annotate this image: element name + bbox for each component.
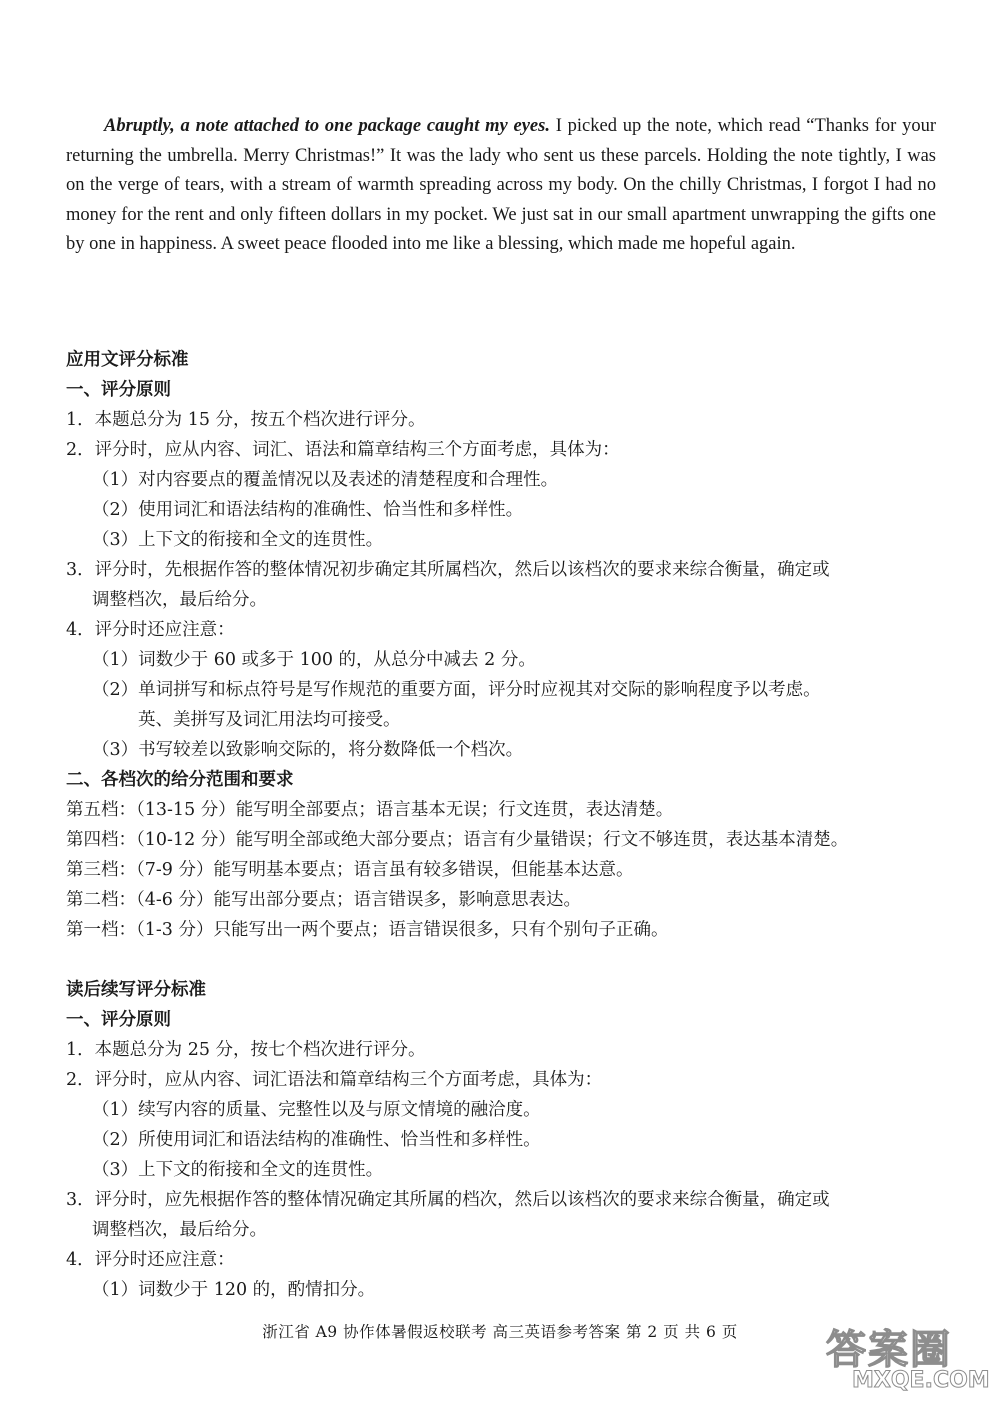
grade-2: 第二档：（4-6 分）能写出部分要点；语言错误多，影响意思表达。 <box>66 890 581 910</box>
item-4: 4．评分时还应注意： <box>66 1250 235 1270</box>
section-applied-writing <box>66 345 946 945</box>
page-footer: 浙江省 A9 协作体暑假返校联考 高三英语参考答案 第 2 页 共 6 页 <box>262 1323 738 1341</box>
watermark-url: MXQE.COM <box>852 1368 990 1393</box>
essay-body: I picked up the note, which read “Thanks for your returning the umbrella. Merry Christmas!” It was the lady who sent us these parcels. Holding the note tightly, I was on the verge of tears, with a stream of warmth spreading across my body. On the chilly Christmas, I forgot I had no money for the rent and only fifteen dollars in my pocket. We just sat in our small apartment unwrapping the gifts one by one in happiness. A sweet peace flooded into me like a blessing, which made me hopeful again. <box>66 116 936 255</box>
grade-5: 第五档：（13-15 分）能写明全部要点；语言基本无误；行文连贯，表达清楚。 <box>66 800 674 820</box>
item-1: 1．本题总分为 15 分，按五个档次进行评分。 <box>66 410 426 430</box>
essay-lead-sentence: Abruptly, a note attached to one package caught my eyes. <box>104 116 550 136</box>
heading-principles: 一、评分原则 <box>66 380 171 400</box>
item-3: 3．评分时，应先根据作答的整体情况确定其所属的档次，然后以该档次的要求来综合衡量，确定或 <box>66 1190 830 1210</box>
grade-3: 第三档：（7-9 分）能写明基本要点；语言虽有较多错误，但能基本达意。 <box>66 860 634 880</box>
item-2-1: （1）对内容要点的覆盖情况以及表述的清楚程度和合理性。 <box>92 470 559 490</box>
section-title: 应用文评分标准 <box>66 350 189 370</box>
item-2-1: （1）续写内容的质量、完整性以及与原文情境的融洽度。 <box>92 1100 541 1120</box>
item-4-1: （1）词数少于 120 的，酌情扣分。 <box>92 1280 376 1300</box>
item-4-1: （1）词数少于 60 或多于 100 的，从总分中减去 2 分。 <box>92 650 536 670</box>
item-2: 2．评分时，应从内容、词汇语法和篇章结构三个方面考虑，具体为： <box>66 1070 603 1090</box>
item-2-3: （3）上下文的衔接和全文的连贯性。 <box>92 1160 384 1180</box>
watermark-text: 答案圈 <box>826 1327 952 1373</box>
watermark-logo <box>826 1318 990 1398</box>
item-4: 4．评分时还应注意： <box>66 620 235 640</box>
grade-4: 第四档：（10-12 分）能写明全部或绝大部分要点；语言有少量错误；行文不够连贯，表达基本清楚。 <box>66 830 849 850</box>
item-2-3: （3）上下文的衔接和全文的连贯性。 <box>92 530 384 550</box>
item-2-2: （2）使用词汇和语法结构的准确性、恰当性和多样性。 <box>92 500 524 520</box>
item-4-2: （2）单词拼写和标点符号是写作规范的重要方面，评分时应视其对交际的影响程度予以考虑。 <box>92 680 821 700</box>
heading-grade-ranges: 二、各档次的给分范围和要求 <box>66 770 294 790</box>
item-3: 3．评分时，先根据作答的整体情况初步确定其所属档次，然后以该档次的要求来综合衡量，确定或 <box>66 560 830 580</box>
essay-paragraph <box>66 112 936 260</box>
item-4-3: （3）书写较差以致影响交际的，将分数降低一个档次。 <box>92 740 524 760</box>
item-2-2: （2）所使用词汇和语法结构的准确性、恰当性和多样性。 <box>92 1130 541 1150</box>
item-3-cont: 调整档次，最后给分。 <box>92 590 267 610</box>
item-2: 2．评分时，应从内容、词汇、语法和篇章结构三个方面考虑，具体为： <box>66 440 620 460</box>
grade-1: 第一档：（1-3 分）只能写出一两个要点；语言错误很多，只有个别句子正确。 <box>66 920 669 940</box>
section-continuation-writing <box>66 975 946 1305</box>
item-3-cont: 调整档次，最后给分。 <box>92 1220 267 1240</box>
heading-principles: 一、评分原则 <box>66 1010 171 1030</box>
section-title: 读后续写评分标准 <box>66 980 206 1000</box>
item-4-2-cont: 英、美拼写及词汇用法均可接受。 <box>138 710 401 730</box>
item-1: 1．本题总分为 25 分，按七个档次进行评分。 <box>66 1040 426 1060</box>
